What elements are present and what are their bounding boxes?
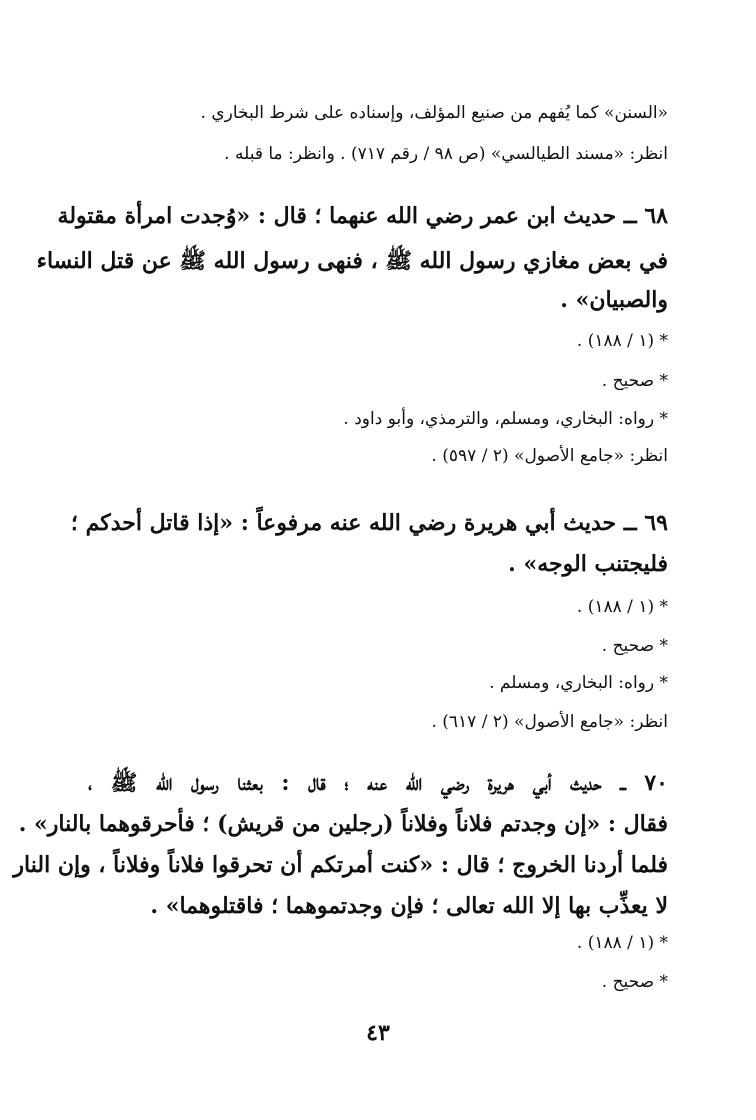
- page-number: ٤٣: [366, 1020, 390, 1046]
- text-line-21: * صحيح .: [601, 972, 668, 992]
- text-line-7: * صحيح .: [601, 371, 668, 391]
- text-line-10: ٦٩ ــ حديث أبي هريرة رضي الله عنه مرفوعاً : «إذا قاتل أحدكم ؛: [70, 510, 668, 536]
- text-line-4: في بعض مغازي رسول الله ﷺ ، فنهى رسول الله ﷺ عن قتل النساء: [36, 248, 668, 274]
- text-line-11: فليجتنب الوجه» .: [508, 551, 668, 577]
- text-line-5: والصبيان» .: [560, 287, 668, 313]
- text-line-8: * رواه: البخاري، ومسلم، والترمذي، وأبو داود .: [343, 409, 668, 429]
- text-line-15: انظر: «جامع الأصول» (٢ / ٦١٧) .: [431, 712, 668, 732]
- text-line-2: انظر: «مسند الطيالسي» (ص ٩٨ / رقم ٧١٧) . وانظر: ما قبله .: [224, 144, 668, 164]
- text-line-17: فقال : «إن وجدتم فلاناً وفلاناً (رجلين من قريش) ؛ فأحرقوهما بالنار» .: [18, 811, 668, 837]
- text-line-6: * (١ / ١٨٨) .: [576, 331, 668, 351]
- text-line-16: ٧٠ ــ حديث أبي هريرة رضي الله عنه ؛ قال : بعثنا رسول الله ﷺ ،: [88, 770, 668, 796]
- text-line-1: «السنن» كما يُفهم من صنيع المؤلف، وإسناده على شرط البخاري .: [200, 103, 668, 123]
- text-line-20: * (١ / ١٨٨) .: [576, 933, 668, 953]
- text-line-18: فلما أردنا الخروج ؛ قال : «كنت أمرتكم أن تحرقوا فلاناً وفلاناً ، وإن النار: [13, 852, 668, 878]
- text-line-19: لا يعذِّب بها إلا الله تعالى ؛ فإن وجدتموهما ؛ فاقتلوهما» .: [150, 893, 668, 919]
- text-line-9: انظر: «جامع الأصول» (٢ / ٥٩٧) .: [431, 446, 668, 466]
- text-line-13: * صحيح .: [601, 636, 668, 656]
- text-line-12: * (١ / ١٨٨) .: [576, 597, 668, 617]
- text-line-3: ٦٨ ــ حديث ابن عمر رضي الله عنهما ؛ قال : «وُجدت امرأة مقتولة: [57, 203, 668, 229]
- text-line-14: * رواه: البخاري، ومسلم .: [489, 673, 668, 693]
